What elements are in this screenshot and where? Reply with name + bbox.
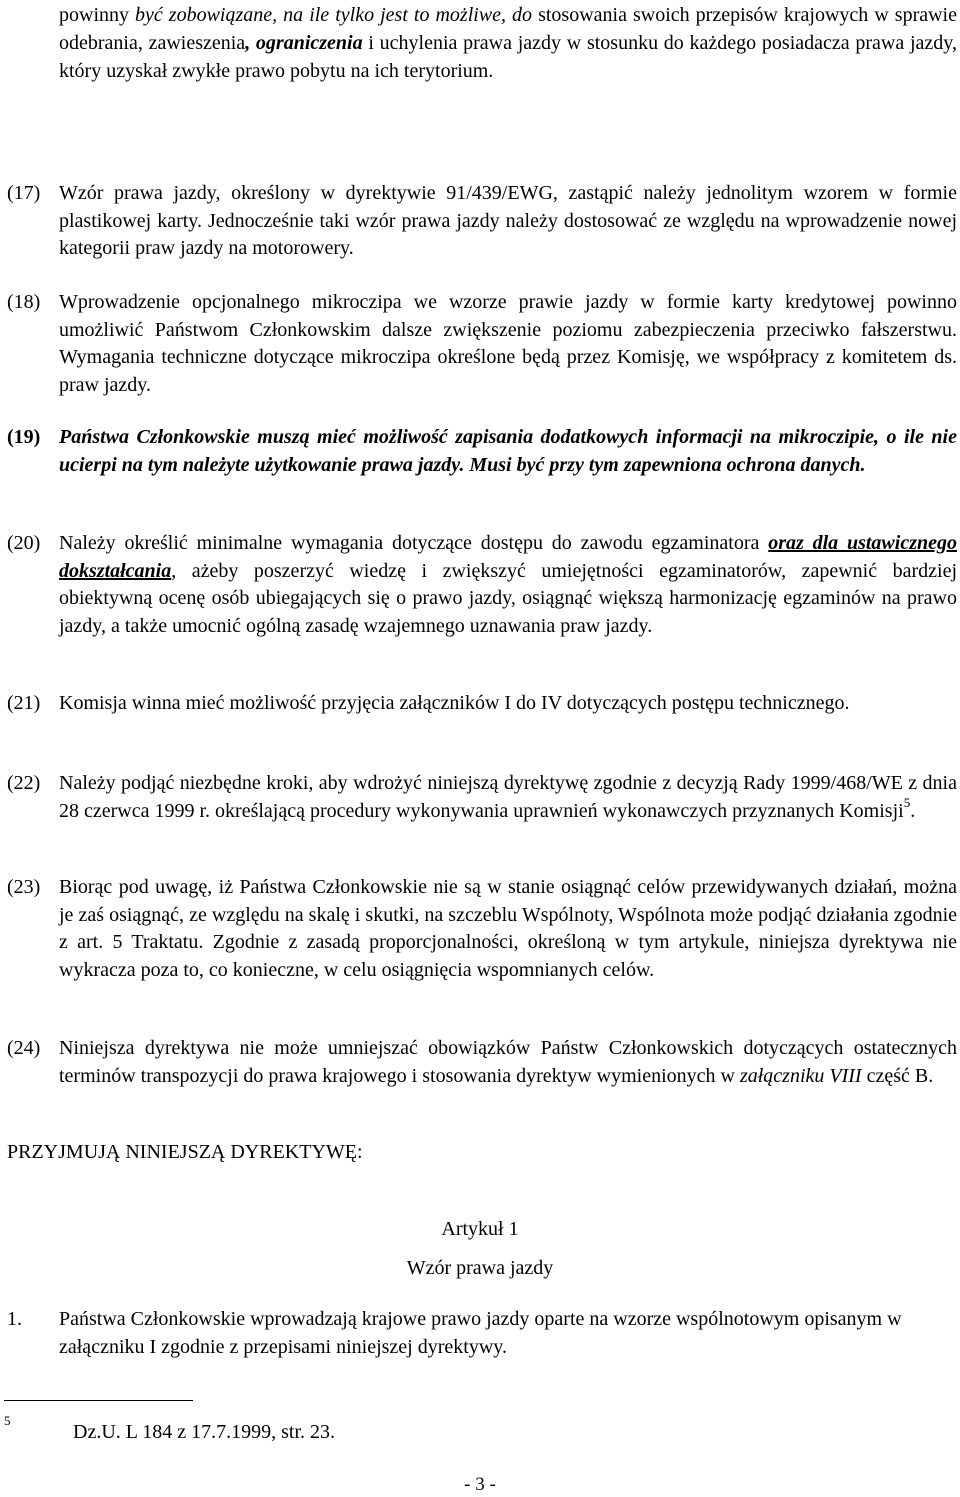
- recital-number: (20): [7, 532, 41, 554]
- recital-number: (17): [7, 182, 41, 204]
- recital-18: [7, 289, 957, 399]
- paragraph-text: Państwa Członkowskie wprowadzają krajowe prawo jazdy oparte na wzorze wspólnotowym opisanym w załączniku I zgodnie z przepisami niniejszej dyrektywy.: [59, 1308, 902, 1358]
- recital-22: [7, 770, 957, 825]
- recital-number: (24): [7, 1037, 41, 1059]
- lead-paragraph: [59, 1, 957, 85]
- recital-21: [7, 690, 957, 718]
- recital-number: (22): [7, 772, 41, 794]
- recital-17: [7, 180, 957, 263]
- recital-20: [7, 530, 957, 640]
- lead-text-5: i uchylenia prawa jazdy w stosunku do każdego posiadacza prawa jazdy, który uzyskał zwykłe prawo pobytu na ich terytorium.: [59, 32, 957, 82]
- recital-text: Należy określić minimalne wymagania dotyczące dostępu do zawodu egzaminatora oraz dla ustawicznego dokształcania, ażeby poszerzyć wiedzę i zwiększyć umiejętności egzaminatorów, zapewnić bardziej obiektywną ocenę osób ubiegających się o prawo jazdy, osiągnąć większą harmonizację egzaminów na prawo jazdy, a także umocnić ogólną zasadę wzajemnego uznawania praw jazdy.: [59, 532, 957, 637]
- footnote-separator: [4, 1400, 193, 1401]
- recital-text: Wzór prawa jazdy, określony w dyrektywie 91/439/EWG, zastąpić należy jednolitym wzorem w formie plastikowej karty. Jednocześnie taki wzór prawa jazdy należy dostosować ze względu na wprowadzenie nowej kategorii praw jazdy na motorowery.: [59, 182, 957, 259]
- article-title: Artykuł 1: [441, 1218, 519, 1240]
- underlined-bold-italic-text: oraz dla ustawicznego dokształcania: [59, 532, 957, 582]
- lead-text-italic: być zobowiązane, na ile tylko jest to możliwe, do: [135, 4, 533, 26]
- paragraph-number: 1.: [7, 1308, 22, 1330]
- recital-23: [7, 874, 957, 984]
- lead-text-1: powinny: [59, 4, 136, 26]
- article-subtitle: Wzór prawa jazdy: [406, 1257, 554, 1279]
- footnote-text: Dz.U. L 184 z 17.7.1999, str. 23.: [73, 1421, 336, 1443]
- recital-text: Komisja winna mieć możliwość przyjęcia załączników I do IV dotyczących postępu technicznego.: [59, 692, 850, 714]
- enacting-formula: PRZYJMUJĄ NINIEJSZĄ DYREKTYWĘ:: [7, 1141, 363, 1163]
- recital-19: [7, 424, 957, 479]
- lead-text-bold-italic: , ograniczenia: [245, 32, 363, 54]
- recital-number: (21): [7, 692, 41, 714]
- recital-text: Niniejsza dyrektywa nie może umniejszać obowiązków Państw Członkowskich dotyczących ostatecznych terminów transpozycji do prawa krajowego i stosowania dyrektyw wymienionych w załączniku VIII część B.: [59, 1037, 957, 1087]
- recital-number: (19): [7, 426, 41, 448]
- footnote-reference: 5: [903, 794, 911, 810]
- recital-text: Należy podjąć niezbędne kroki, aby wdrożyć niniejszą dyrektywę zgodnie z decyzją Rady 1999/468/WE z dnia 28 czerwca 1999 r. określającą procedury wykonywania uprawnień wykonawczych przyznanych Komisji$^5$.: [59, 772, 957, 822]
- footnote-mark: 5: [4, 1413, 11, 1428]
- recital-24: [7, 1035, 957, 1090]
- page-number: - 3 -: [464, 1474, 496, 1495]
- recital-number: (18): [7, 291, 41, 313]
- recital-text: Państwa Członkowskie muszą mieć możliwość zapisania dodatkowych informacji na mikroczipie, o ile nie ucierpi na tym należyte użytkowanie prawa jazdy. Musi być przy tym zapewniona ochrona danych.: [59, 426, 957, 476]
- recital-number: (23): [7, 876, 41, 898]
- italic-annex-reference: załączniku VIII: [739, 1064, 862, 1087]
- lead-text-3: stosowania swoich przepisów krajowych w sprawie odebrania, zawieszenia: [59, 4, 957, 54]
- recital-text: Wprowadzenie opcjonalnego mikroczipa we wzorze prawie jazdy w formie karty kredytowej powinno umożliwić Państwom Członkowskim dalsze zwiększenie poziomu zabezpieczenia przeciwko fałszerstwu. Wymagania techniczne dotyczące mikroczipa określone będą przez Komisję, we współpracy z komitetem ds. praw jazdy.: [59, 291, 957, 396]
- recital-text: Biorąc pod uwagę, iż Państwa Członkowskie nie są w stanie osiągnąć celów przewidywanych działań, można je zaś osiągnąć, ze względu na skalę i skutki, na szczeblu Wspólnoty, Wspólnota może podjąć działania zgodnie z art. 5 Traktatu. Zgodnie z zasadą proporcjonalności, określoną w tym artykule, niniejsza dyrektywa nie wykracza poza to, co konieczne, w celu osiągnięcia wspomnianych celów.: [59, 876, 957, 981]
- article-paragraph-1: [7, 1305, 957, 1361]
